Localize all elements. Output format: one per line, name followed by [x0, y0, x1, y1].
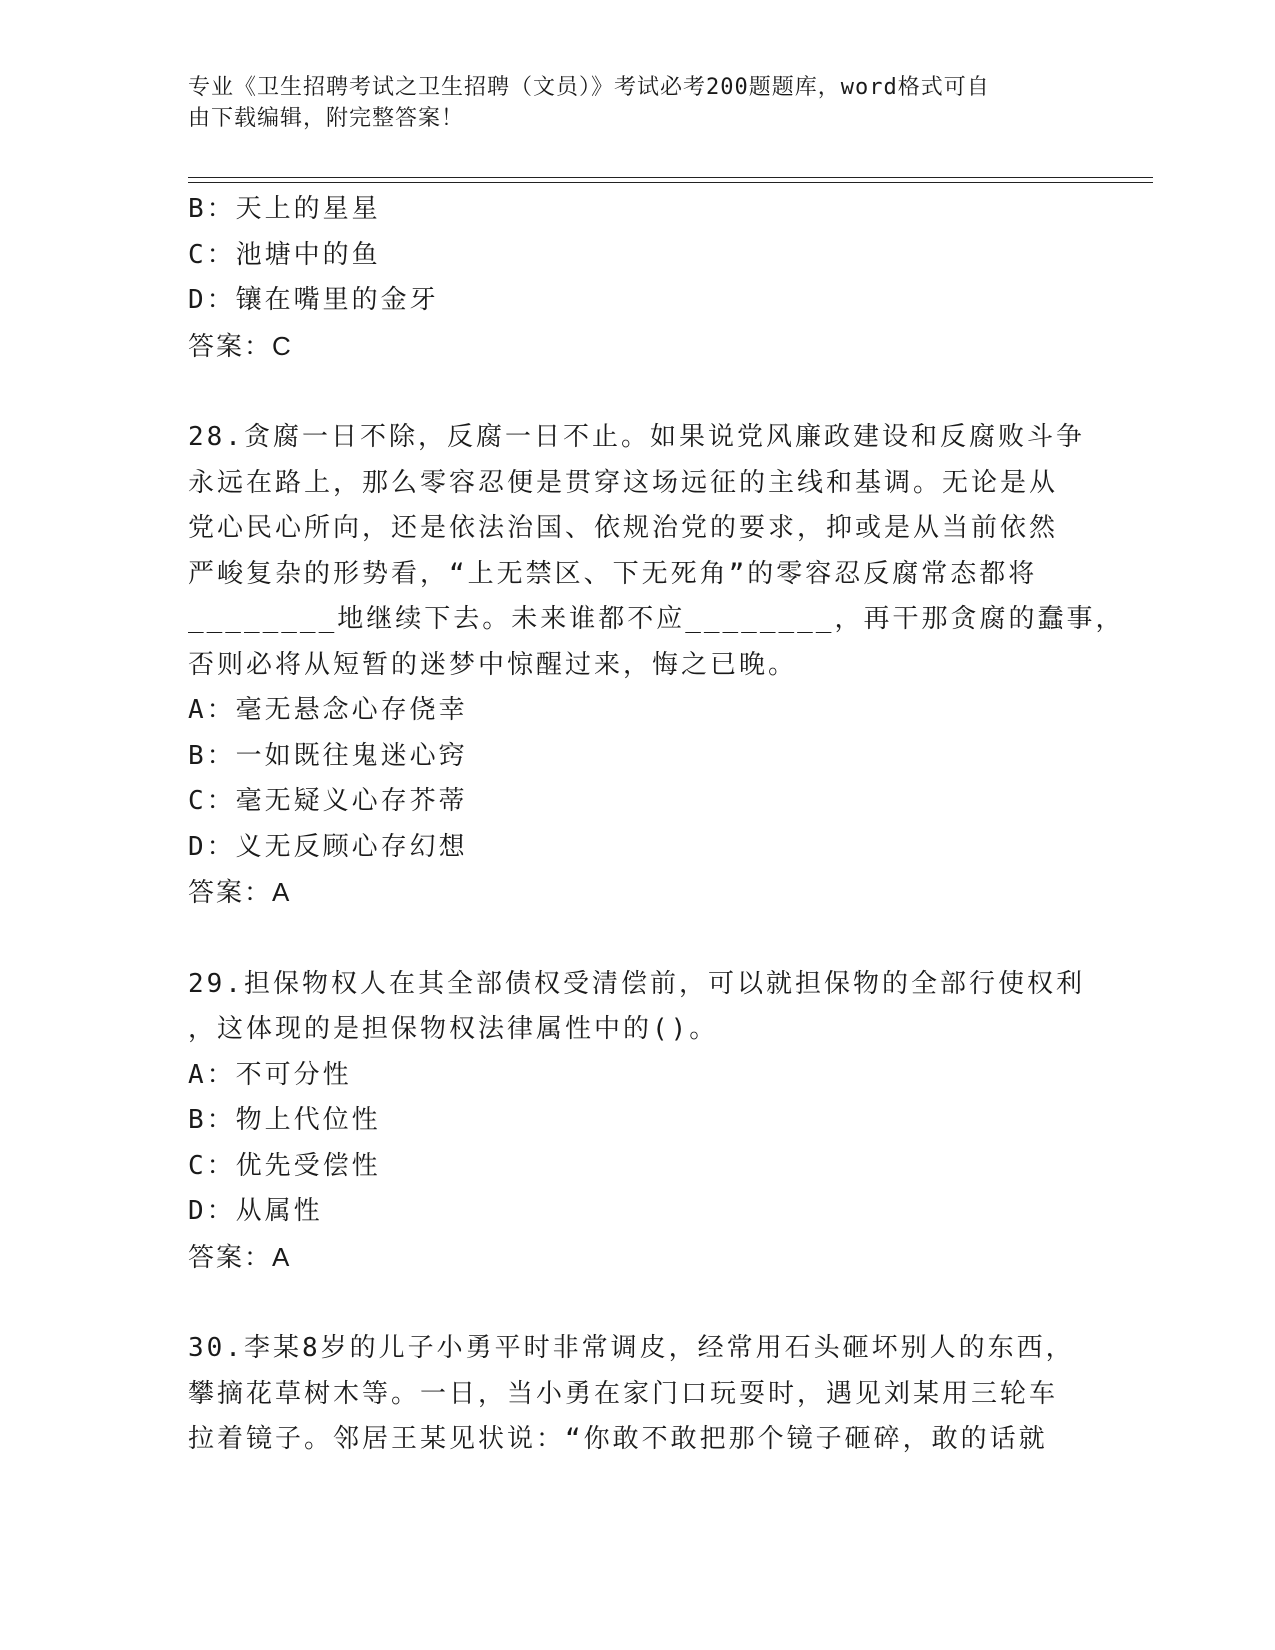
option-d: D：义无反顾心存幻想 — [188, 831, 468, 862]
question-text-line: 攀摘花草树木等。一日，当小勇在家门口玩耍时，遇见刘某用三轮车 — [188, 1378, 1059, 1409]
option-a: A：不可分性 — [188, 1059, 352, 1090]
question-29 — [188, 962, 1088, 1281]
question-text-line: 拉着镜子。邻居王某见状说：“你敢不敢把那个镜子砸碎，敢的话就 — [188, 1424, 1048, 1454]
option-b: B：天上的星星 — [188, 194, 381, 224]
question-text-line: 严峻复杂的形势看，“上无禁区、下无死角”的零容忍反腐常态都将 — [188, 558, 1038, 589]
question-text-line: 29.担保物权人在其全部债权受清偿前，可以就担保物的全部行使权利 — [188, 968, 1085, 999]
option-b: B：物上代位性 — [188, 1105, 381, 1135]
question-text-line: ________地继续下去。未来谁都不应________，再干那贪腐的蠢事， — [188, 604, 1125, 634]
question-text-line: 否则必将从短暂的迷梦中惊醒过来，悔之已晚。 — [188, 649, 798, 680]
header-divider-bottom — [188, 182, 1153, 183]
question-text-line: 30.李某8岁的儿子小勇平时非常调皮，经常用石头砸坏别人的东西， — [188, 1333, 1075, 1363]
previous-question — [188, 187, 1088, 369]
option-c: C：池塘中的鱼 — [188, 239, 381, 270]
option-c: C：优先受偿性 — [188, 1150, 381, 1181]
question-30 — [188, 1326, 1088, 1463]
header-divider-top — [188, 177, 1153, 178]
option-d: D：从属性 — [188, 1196, 323, 1226]
document-header — [188, 72, 1068, 134]
option-d: D：镶在嘴里的金牙 — [188, 285, 439, 315]
answer: 答案：C — [188, 330, 293, 361]
question-28 — [188, 415, 1125, 916]
answer: 答案：A — [188, 1241, 292, 1272]
header-line-2: 由下载编辑，附完整答案！ — [188, 106, 465, 131]
answer: 答案：A — [188, 877, 292, 907]
question-text-line: 永远在路上，那么零容忍便是贯穿这场远征的主线和基调。无论是从 — [188, 467, 1059, 498]
question-text-line: 党心民心所向，还是依法治国、依规治党的要求，抑或是从当前依然 — [188, 513, 1059, 543]
question-text-line: ，这体现的是担保物权法律属性中的()。 — [188, 1014, 719, 1044]
option-b: B：一如既往鬼迷心窍 — [188, 740, 468, 771]
header-line-1: 专业《卫生招聘考试之卫生招聘（文员）》考试必考200题题库，word格式可自 — [188, 75, 990, 100]
question-text-line: 28.贪腐一日不除，反腐一日不止。如果说党风廉政建设和反腐败斗争 — [188, 422, 1085, 452]
option-a: A：毫无悬念心存侥幸 — [188, 695, 468, 725]
document-body — [188, 187, 1125, 1463]
option-c: C：毫无疑义心存芥蒂 — [188, 786, 468, 816]
